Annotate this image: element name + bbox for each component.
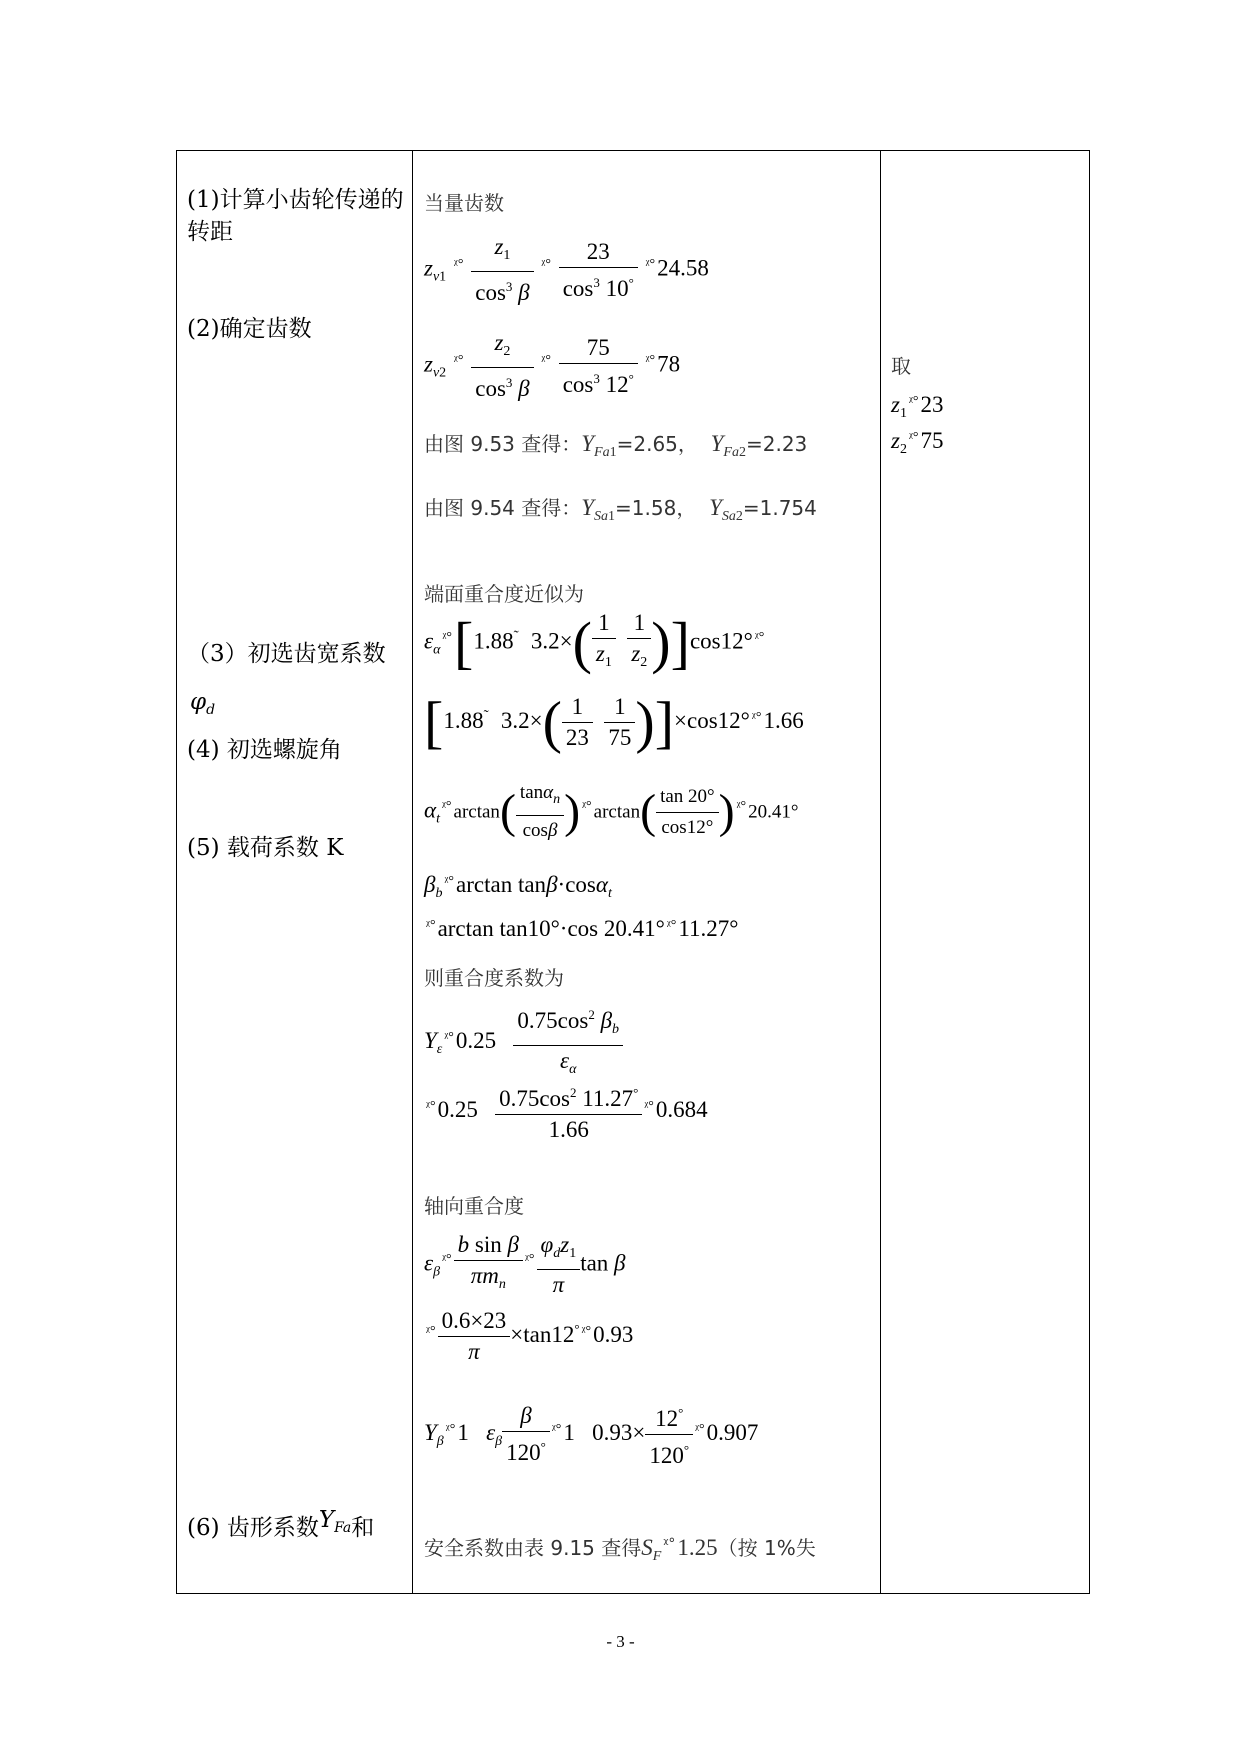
formula-y-eps-1: $Y_\varepsilon^{ᵡ^\circ}0.25$ $\frac{0.75\cos^2 \beta_b}{\varepsilon_\alpha}$ bbox=[424, 1000, 623, 1085]
safety-factor-line: 安全系数由表 9.15 查得$S_F^{ᵡ^\circ}1.25$（按 1%失 bbox=[424, 1535, 816, 1564]
take-label: 取 bbox=[891, 354, 911, 378]
formula-y-eps-2: $^{ᵡ^\circ}$0.25 $\frac{0.75\cos^2 11.27^\circ}{1.66}$ $^{ᵡ^\circ}$0.684 bbox=[424, 1078, 708, 1145]
fig-9-53-line: 由图 9.53 查得：$Y_{Fa1}=2.65$， $Y_{Fa2}=2.23$ bbox=[424, 431, 808, 460]
formula-beta-b-1: $\beta_b^{ᵡ^\circ}\arctan$ tanβ·cosα$_t$ bbox=[424, 872, 612, 901]
heading-equivalent-teeth: 当量齿数 bbox=[424, 191, 504, 215]
item-4: (4) 初选螺旋角 bbox=[187, 737, 342, 763]
heading-axial-contact-ratio: 轴向重合度 bbox=[424, 1194, 524, 1218]
item-1: (1)计算小齿轮传递的转距 bbox=[187, 187, 404, 245]
item-6: (6) 齿形系数$Y^{Fa}$和 bbox=[187, 1507, 375, 1541]
z2-value: $z_2^{ᵡ^\circ}75$ bbox=[891, 428, 944, 457]
formula-zv2: $z_{v2}$ $^{ᵡ^\circ}$ $\frac{z_2}{\cos^3 \beta}$ $^{ᵡ^\circ}$ $\frac{75}{\cos^3 12^\circ}$ $^{ᵡ^\circ}$78 bbox=[424, 330, 681, 401]
formula-eps-beta-1: $\varepsilon_\beta^{ᵡ^\circ}$ $\frac{\text{b sin β}}{\pi m_n}$ $^{ᵡ^\circ}$ $\frac{\varphi_dz_1}{\pi}$ tan β bbox=[424, 1232, 626, 1297]
formula-y-beta: $Y_\beta^{ᵡ^\circ}1$ $\varepsilon_\beta$ $\frac{\beta}{120^\circ}$ $^{ᵡ^\circ}$1 0.93× $\frac{12^\circ}{120^\circ}$ $^{ᵡ^\circ}$0.907 bbox=[424, 1398, 758, 1471]
fig-9-54-line: 由图 9.54 查得：$Y_{Sa1}=1.58$， $Y_{Sa2}=1.754$ bbox=[424, 495, 817, 524]
item-3: （3）初选齿宽系数 bbox=[187, 641, 386, 667]
z1-value: $z_1^{ᵡ^\circ}23$ bbox=[891, 392, 944, 421]
formula-zv1: $z_{v1}$ $^{ᵡ^\circ}$ $\frac{z_1}{\cos^3 \beta}$ $^{ᵡ^\circ}$ $\frac{23}{\cos^3 10^\circ}$ $^{ᵡ^\circ}$24.58 bbox=[424, 234, 709, 305]
item-3-symbol: $\varphi_d$ bbox=[190, 689, 216, 718]
heading-contact-ratio-factor: 则重合度系数为 bbox=[424, 966, 564, 990]
column-divider-1 bbox=[412, 151, 413, 1593]
formula-eps-beta-2: $^{ᵡ^\circ}$ $\frac{0.6\times 23}{\pi}$ ×tan12° $^{ᵡ^\circ}$0.93 bbox=[426, 1308, 634, 1364]
page-number: - 3 - bbox=[606, 1632, 635, 1651]
item-2: (2)确定齿数 bbox=[187, 316, 312, 342]
formula-beta-b-2: $^{ᵡ^\circ}$arctan tan10°·cos 20.41° $^{ᵡ^\circ}$11.27° bbox=[426, 916, 739, 941]
formula-eps-alpha-1: $\varepsilon_\alpha^{ᵡ^\circ}[1.88$ 3.2×( $\frac{1}{z_1}$ $\frac{1}{z_2}$ )]cos12° $^{ᵡ^\circ}$ bbox=[424, 610, 765, 675]
heading-transverse-contact-ratio: 端面重合度近似为 bbox=[424, 582, 584, 606]
formula-alpha-t: $\alpha_t^{ᵡ^\circ}$ arctan( $\frac{\tan\alpha_n}{\cos\beta}$ ) $^{ᵡ^\circ}$ arctan( $\frac{\tan 20^\circ}{\cos 12^\circ}$ ) $^{ᵡ^\circ}$ 20.41° bbox=[424, 778, 799, 846]
column-divider-2 bbox=[880, 151, 881, 1593]
item-5: (5) 载荷系数 K bbox=[187, 835, 344, 861]
formula-eps-alpha-2: [1.88 3.2×( $\frac{1}{23}$ $\frac{1}{75}$ )]×cos12° $^{ᵡ^\circ}$1.66 bbox=[424, 689, 804, 755]
